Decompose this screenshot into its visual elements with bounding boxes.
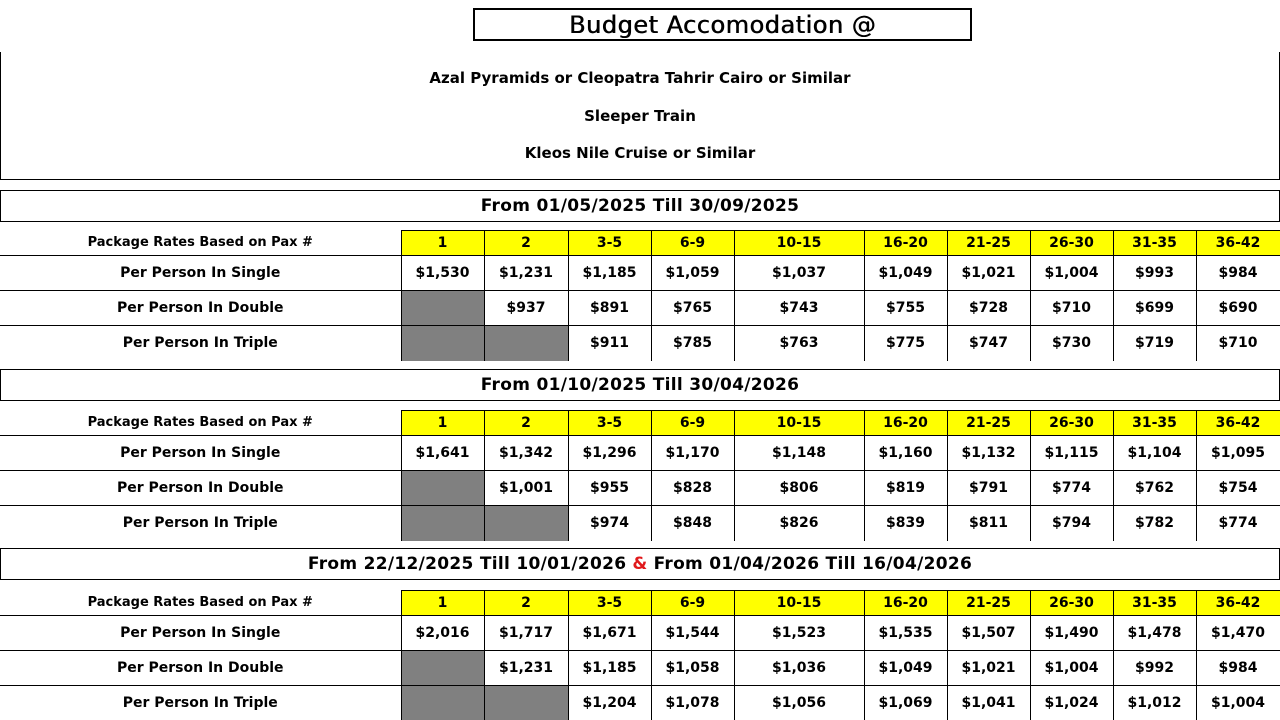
page-title: Budget Accomodation @ xyxy=(473,8,972,41)
rate-cell: $1,671 xyxy=(568,616,651,651)
pax-header-cell: 31-35 xyxy=(1113,411,1196,436)
pax-header-cell: 31-35 xyxy=(1113,591,1196,616)
pax-header-cell: 3-5 xyxy=(568,231,651,256)
pax-header-cell: 6-9 xyxy=(651,591,734,616)
rate-cell: $826 xyxy=(734,506,864,541)
pax-header-cell: 36-42 xyxy=(1196,231,1280,256)
rate-cell: $763 xyxy=(734,326,864,361)
train-line: Sleeper Train xyxy=(584,107,696,125)
rate-cell: $785 xyxy=(651,326,734,361)
rate-cell: $1,342 xyxy=(484,436,568,471)
rate-cell: $1,170 xyxy=(651,436,734,471)
rate-cell: $747 xyxy=(947,326,1030,361)
rate-cell: $1,078 xyxy=(651,686,734,720)
period-3-title-part1: From 22/12/2025 Till 10/01/2026 xyxy=(307,554,627,574)
rate-cell: $1,069 xyxy=(864,686,947,720)
rate-cell: $1,296 xyxy=(568,436,651,471)
unavailable-cell xyxy=(484,506,568,541)
rate-cell: $774 xyxy=(1196,506,1280,541)
rate-cell: $1,132 xyxy=(947,436,1030,471)
row-label-double: Per Person In Double xyxy=(0,651,401,686)
pax-header-cell: 6-9 xyxy=(651,231,734,256)
rate-cell: $1,049 xyxy=(864,651,947,686)
rate-cell: $984 xyxy=(1196,651,1280,686)
pax-header-cell: 36-42 xyxy=(1196,411,1280,436)
rate-cell: $755 xyxy=(864,291,947,326)
unavailable-cell xyxy=(401,326,484,361)
rate-cell: $984 xyxy=(1196,256,1280,291)
rate-cell: $1,059 xyxy=(651,256,734,291)
rate-cell: $1,004 xyxy=(1030,651,1113,686)
pax-header-row xyxy=(0,591,1280,616)
rate-cell: $1,024 xyxy=(1030,686,1113,720)
pax-header-cell: 10-15 xyxy=(734,411,864,436)
rate-cell: $710 xyxy=(1196,326,1280,361)
rate-cell: $993 xyxy=(1113,256,1196,291)
rate-cell: $775 xyxy=(864,326,947,361)
rate-cell: $1,185 xyxy=(568,651,651,686)
row-label-triple: Per Person In Triple xyxy=(0,506,401,541)
rate-cell: $791 xyxy=(947,471,1030,506)
rate-cell: $1,530 xyxy=(401,256,484,291)
hotel-line: Azal Pyramids or Cleopatra Tahrir Cairo or Similar xyxy=(429,69,851,87)
pax-header-cell: 21-25 xyxy=(947,231,1030,256)
rate-cell: $1,523 xyxy=(734,616,864,651)
rate-cell: $1,470 xyxy=(1196,616,1280,651)
row-label-triple: Per Person In Triple xyxy=(0,326,401,361)
cruise-line: Kleos Nile Cruise or Similar xyxy=(524,144,756,162)
rate-cell: $2,016 xyxy=(401,616,484,651)
rate-cell: $848 xyxy=(651,506,734,541)
rate-cell: $710 xyxy=(1030,291,1113,326)
rate-cell: $1,231 xyxy=(484,256,568,291)
rate-cell: $765 xyxy=(651,291,734,326)
rate-cell: $754 xyxy=(1196,471,1280,506)
rate-cell: $1,001 xyxy=(484,471,568,506)
rate-cell: $1,148 xyxy=(734,436,864,471)
row-label-single: Per Person In Single xyxy=(0,256,401,291)
rate-cell: $1,012 xyxy=(1113,686,1196,720)
unavailable-cell xyxy=(401,506,484,541)
rate-cell: $974 xyxy=(568,506,651,541)
pax-header-label: Package Rates Based on Pax # xyxy=(0,591,401,616)
rate-cell: $1,021 xyxy=(947,256,1030,291)
period-1-title: From 01/05/2025 Till 30/09/2025 xyxy=(0,190,1280,222)
rates-table-period-3 xyxy=(0,590,1280,720)
pax-header-row xyxy=(0,231,1280,256)
rate-cell: $690 xyxy=(1196,291,1280,326)
pax-header-cell: 26-30 xyxy=(1030,591,1113,616)
rate-cell: $728 xyxy=(947,291,1030,326)
unavailable-cell xyxy=(484,326,568,361)
rate-cell: $1,160 xyxy=(864,436,947,471)
pax-header-cell: 1 xyxy=(401,591,484,616)
pax-header-cell: 16-20 xyxy=(864,591,947,616)
rate-cell: $1,041 xyxy=(947,686,1030,720)
rate-row-single xyxy=(0,436,1280,471)
unavailable-cell xyxy=(401,291,484,326)
rate-cell: $730 xyxy=(1030,326,1113,361)
pax-header-cell: 31-35 xyxy=(1113,231,1196,256)
rate-cell: $1,056 xyxy=(734,686,864,720)
rate-cell: $719 xyxy=(1113,326,1196,361)
rate-cell: $955 xyxy=(568,471,651,506)
rate-cell: $1,021 xyxy=(947,651,1030,686)
rate-cell: $811 xyxy=(947,506,1030,541)
rate-cell: $1,544 xyxy=(651,616,734,651)
pax-header-cell: 10-15 xyxy=(734,591,864,616)
period-2-title: From 01/10/2025 Till 30/04/2026 xyxy=(0,369,1280,401)
rate-row-double xyxy=(0,291,1280,326)
pax-header-cell: 26-30 xyxy=(1030,231,1113,256)
pax-header-cell: 3-5 xyxy=(568,411,651,436)
rate-cell: $1,717 xyxy=(484,616,568,651)
period-3-ampersand: & xyxy=(632,554,648,574)
row-label-triple: Per Person In Triple xyxy=(0,686,401,720)
pax-header-cell: 36-42 xyxy=(1196,591,1280,616)
pax-header-cell: 21-25 xyxy=(947,591,1030,616)
rate-cell: $891 xyxy=(568,291,651,326)
rate-cell: $1,036 xyxy=(734,651,864,686)
rate-cell: $1,095 xyxy=(1196,436,1280,471)
rate-cell: $992 xyxy=(1113,651,1196,686)
pax-header-cell: 16-20 xyxy=(864,231,947,256)
rate-cell: $1,004 xyxy=(1030,256,1113,291)
pax-header-cell: 10-15 xyxy=(734,231,864,256)
rate-cell: $1,004 xyxy=(1196,686,1280,720)
pax-header-cell: 2 xyxy=(484,231,568,256)
rate-cell: $806 xyxy=(734,471,864,506)
rate-cell: $794 xyxy=(1030,506,1113,541)
unavailable-cell xyxy=(401,471,484,506)
period-3-title xyxy=(0,548,1280,580)
pax-header-cell: 1 xyxy=(401,411,484,436)
rate-cell: $839 xyxy=(864,506,947,541)
pax-header-cell: 21-25 xyxy=(947,411,1030,436)
rate-cell: $1,641 xyxy=(401,436,484,471)
rate-cell: $743 xyxy=(734,291,864,326)
rate-row-triple xyxy=(0,326,1280,361)
unavailable-cell xyxy=(484,686,568,720)
pax-header-cell: 2 xyxy=(484,591,568,616)
rate-cell: $1,535 xyxy=(864,616,947,651)
rate-cell: $1,204 xyxy=(568,686,651,720)
pax-header-label: Package Rates Based on Pax # xyxy=(0,411,401,436)
rate-cell: $1,231 xyxy=(484,651,568,686)
rate-cell: $911 xyxy=(568,326,651,361)
rate-cell: $1,104 xyxy=(1113,436,1196,471)
rates-table-period-2 xyxy=(0,410,1280,541)
rate-cell: $1,115 xyxy=(1030,436,1113,471)
rate-cell: $819 xyxy=(864,471,947,506)
row-label-single: Per Person In Single xyxy=(0,436,401,471)
rate-cell: $762 xyxy=(1113,471,1196,506)
row-label-double: Per Person In Double xyxy=(0,291,401,326)
pax-header-cell: 16-20 xyxy=(864,411,947,436)
rate-row-double xyxy=(0,651,1280,686)
pax-header-label: Package Rates Based on Pax # xyxy=(0,231,401,256)
rate-cell: $1,490 xyxy=(1030,616,1113,651)
rate-cell: $1,037 xyxy=(734,256,864,291)
pax-header-cell: 2 xyxy=(484,411,568,436)
rate-row-double xyxy=(0,471,1280,506)
pax-header-cell: 1 xyxy=(401,231,484,256)
rate-cell: $1,058 xyxy=(651,651,734,686)
rate-cell: $828 xyxy=(651,471,734,506)
rate-row-triple xyxy=(0,686,1280,720)
pax-header-cell: 6-9 xyxy=(651,411,734,436)
pax-header-cell: 26-30 xyxy=(1030,411,1113,436)
pax-header-cell: 3-5 xyxy=(568,591,651,616)
rate-cell: $774 xyxy=(1030,471,1113,506)
period-3-title-part2: From 01/04/2026 Till 16/04/2026 xyxy=(653,554,973,574)
row-label-double: Per Person In Double xyxy=(0,471,401,506)
accommodation-info xyxy=(0,52,1280,180)
unavailable-cell xyxy=(401,686,484,720)
unavailable-cell xyxy=(401,651,484,686)
rate-cell: $1,478 xyxy=(1113,616,1196,651)
rate-row-triple xyxy=(0,506,1280,541)
rate-cell: $937 xyxy=(484,291,568,326)
rate-cell: $1,507 xyxy=(947,616,1030,651)
rates-table-period-1 xyxy=(0,230,1280,361)
rate-cell: $1,049 xyxy=(864,256,947,291)
row-label-single: Per Person In Single xyxy=(0,616,401,651)
rate-row-single xyxy=(0,616,1280,651)
rate-cell: $699 xyxy=(1113,291,1196,326)
rate-row-single xyxy=(0,256,1280,291)
pax-header-row xyxy=(0,411,1280,436)
rate-cell: $1,185 xyxy=(568,256,651,291)
rate-cell: $782 xyxy=(1113,506,1196,541)
